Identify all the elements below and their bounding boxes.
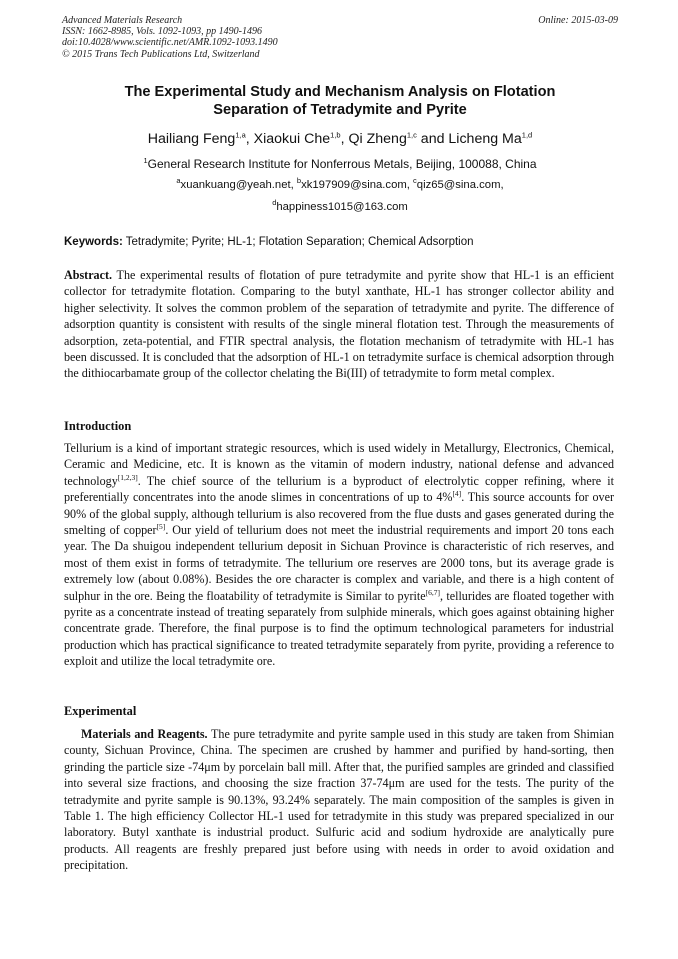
email-line-2 <box>60 200 620 215</box>
intro-text: . This source accounts for over 90% of the global supply, although tellurium is also recovered from the flue dusts and gases generated during the smelting of copper <box>64 490 614 538</box>
experimental-text: The pure tetradymite and pyrite sample used in this study are taken from Shimian county, Sichuan Province, China. The specimen are crushed by hammer and purified by hand-sorting, then grinding the particle size -74μm by porcelain ball mill. After that, the purified samples are grinded and classified into several size fractions, and choosing the size fraction 37-74μm are used for the tests. The purity of the tetradymite and pyrite sample is 90.13%, 93.24% separately. The main composition of the samples is given in Table 1. The high efficiency Collector HL-1 used for tetradymite in this study was prepared specialized in our laboratory. Butyl xanthate is industrial product. Sulfuric acid and sodium hydroxide are analytically pure products. All reagents are freshly prepared just before using with needs in order to avoid oxidation and precipitation. <box>64 727 614 873</box>
citation: [6,7] <box>425 587 441 597</box>
citation: [1,2,3] <box>117 472 138 482</box>
affiliation-text: General Research Institute for Nonferrous Metals, Beijing, 100088, China <box>147 157 537 171</box>
email-address: qiz65@sina.com, <box>416 179 504 191</box>
keywords-label: Keywords: <box>64 236 123 248</box>
intro-text: . Our yield of tellurium does not meet the industrial requirements and import 20 tons each year. The Da shuigou independent tellurium deposit in Sichuan Province is characteristic of rich reserves, and most of them exist in forms of tetradymite. The tellurium ore reserves are 2000 tons, but its average grade is extremely low (about 0.08%). Besides the ore character is complex and variable, and there is a high content of sulphur in the ore. Being the floatability of tetradymite is Similar to pyrite <box>64 523 614 603</box>
author-separator: , <box>340 131 349 147</box>
email-mark: b <box>296 176 302 186</box>
citation: [5] <box>156 522 166 531</box>
email-line-1 <box>60 178 620 193</box>
author-separator: and <box>416 131 449 147</box>
experimental-paragraph <box>64 726 614 874</box>
author-name: Qi Zheng <box>348 131 407 147</box>
author-affil-mark: 1,b <box>330 130 341 140</box>
introduction-paragraph <box>64 440 614 670</box>
abstract-text: The experimental results of flotation of pure tetradymite and pyrite show that HL-1 is an efficient collector for tetradymite flotation. Comparing to the butyl xanthate, HL-1 has stronger collector ability and higher selectivity. It solves the common problem of the separation of tetradymite and pyrite. The difference of adsorption quantity is consistent with results of the single mineral flotation test. Through the measurements of adsorption, zeta-potential, and FTIR spectral analysis, the flotation mechanism of tetradymite with HL-1 has been discussed. It is concluded that the adsorption of HL-1 on tetradymite surface is chemical adsorption through the dithiocarbamate group of the collector chelating the Bi(III) of tetradymite to form metal complex. <box>64 268 614 381</box>
author-affil-mark: 1,c <box>406 130 417 140</box>
author-list <box>60 130 620 148</box>
journal-name: Advanced Materials Research <box>62 15 183 26</box>
doi-line: doi:10.4028/www.scientific.net/AMR.1092-1093.1490 <box>62 37 278 49</box>
email-mark: a <box>176 176 181 186</box>
email-address: xk197909@sina.com, <box>301 179 414 191</box>
affiliation <box>60 156 620 172</box>
email-mark: c <box>413 176 417 186</box>
abstract-label: Abstract. <box>64 268 113 282</box>
title-line-2: Separation of Tetradymite and Pyrite <box>213 102 467 118</box>
affiliation-mark: 1 <box>143 156 148 165</box>
intro-text: . The chief source of the tellurium is a byproduct of electrolytic copper refining, where it preferentially concentrates into the anode slimes in concentrations of up to 4% <box>64 473 614 505</box>
email-mark: d <box>272 198 277 208</box>
keywords <box>64 235 614 250</box>
keywords-text: Tetradymite; Pyrite; HL-1; Flotation Separation; Chemical Adsorption <box>122 236 474 248</box>
intro-text: Tellurium is a kind of important strategic resources, which is used widely in Metallurgy, Electronics, Chemical, Ceramic and Medicine, etc. It is known as the vitamin of modern industry, national defense and advanced technology <box>64 441 614 488</box>
author-separator: , <box>245 131 254 147</box>
email-address: xuankuang@yeah.net, <box>180 179 297 191</box>
paper-title <box>70 83 610 119</box>
title-line-1: The Experimental Study and Mechanism Analysis on Flotation <box>124 84 556 100</box>
online-date: Online: 2015-03-09 <box>538 15 618 26</box>
introduction-heading: Introduction <box>64 419 132 433</box>
copyright-line: © 2015 Trans Tech Publications Ltd, Switzerland <box>62 48 260 60</box>
abstract <box>64 267 614 382</box>
running-header <box>62 15 618 60</box>
materials-label: Materials and Reagents. <box>81 727 208 741</box>
author-name: Licheng Ma <box>448 131 522 147</box>
issn-line: ISSN: 1662-8985, Vols. 1092-1093, pp 1490-1496 <box>62 26 262 38</box>
email-address: happiness1015@163.com <box>276 201 408 213</box>
intro-text: , tellurides are floated together with pyrite as a concentrate instead of treating separately from sulphide minerals, which goes against obtaining higher concentrate grade. Therefore, the final purpose is to find the optimum technological parameters for industrial production which has practical significance to treated tetradymite separately from pyrite, providing a reference to exploit and utilize the local tetradymite ore. <box>64 588 615 669</box>
author-name: Hailiang Feng <box>147 131 236 147</box>
author-affil-mark: 1,d <box>521 130 533 140</box>
citation: [4] <box>452 489 462 499</box>
author-affil-mark: 1,a <box>235 130 246 140</box>
author-name: Xiaokui Che <box>253 131 331 147</box>
experimental-heading: Experimental <box>64 704 137 718</box>
